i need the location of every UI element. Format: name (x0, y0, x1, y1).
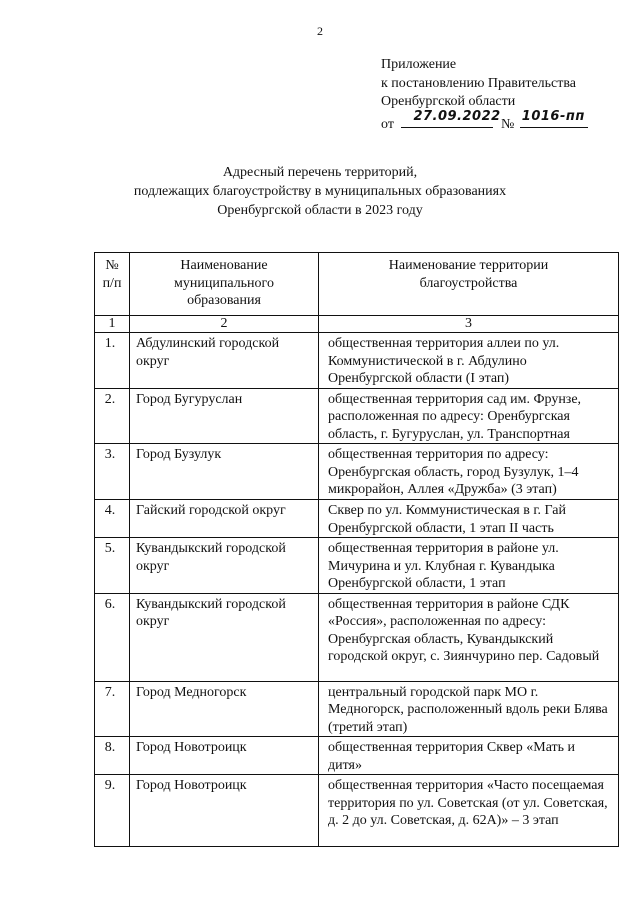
table-row (95, 737, 619, 775)
municipality-cell: Город Бугуруслан (130, 388, 319, 444)
municipality-cell: Город Бузулук (130, 444, 319, 500)
municipality-cell: Абдулинский городской округ (130, 333, 319, 389)
territory-cell: центральный городской парк МО г. Медногорск, расположенный вдоль реки Блява (третий этап) (319, 681, 619, 737)
title-line-3: Оренбургской области в 2023 году (217, 203, 423, 218)
row-number: 3. (95, 444, 130, 500)
territory-cell: общественная территория по адресу: Оренбургская область, город Бузулук, 1–4 микрорайон, Аллея «Дружба» (3 этап) (319, 444, 619, 500)
row-number: 4. (95, 500, 130, 538)
title-line-1: Адресный перечень территорий, (222, 165, 418, 180)
appendix-line-2: к постановлению Правительства (381, 75, 577, 91)
header-municipality: Наименование муниципального образования (130, 253, 319, 316)
municipality-cell: Город Новотроицк (130, 775, 319, 847)
territory-cell: общественная территория «Часто посещаемая территория по ул. Советская (от ул. Советская, д. 2 до ул. Советская, д. 62А)» – 3 этап (319, 775, 619, 847)
appendix-date-row (381, 109, 588, 135)
municipality-cell: Гайский городской округ (130, 500, 319, 538)
territory-table (94, 252, 619, 847)
table-row (95, 388, 619, 444)
municipality-cell: Город Новотроицк (130, 737, 319, 775)
territory-cell: общественная территория в районе СДК «Россия», расположенная по адресу: Оренбургская область, Кувандыкский городской округ, с. Зиянчурино пер. Садовый (319, 593, 619, 681)
page-number: 2 (317, 24, 323, 38)
table-row (95, 500, 619, 538)
territory-cell: общественная территория в районе ул. Мичурина и ул. Клубная г. Кувандыка Оренбургской области, 1 этап (319, 538, 619, 594)
appendix-block (381, 56, 588, 134)
row-number: 2. (95, 388, 130, 444)
header-num: № п/п (95, 253, 130, 316)
row-number: 5. (95, 538, 130, 594)
municipality-cell: Город Медногорск (130, 681, 319, 737)
number-line (520, 109, 588, 128)
territory-cell: общественная территория Сквер «Мать и дитя» (319, 737, 619, 775)
column-number-1: 1 (95, 316, 130, 333)
header-territory: Наименование территории благоустройства (319, 253, 619, 316)
table-row (95, 775, 619, 847)
territory-cell: общественная территория сад им. Фрунзе, расположенная по адресу: Оренбургская область, г. Бугуруслан, ул. Транспортная (319, 388, 619, 444)
appendix-line-1: Приложение (381, 57, 457, 72)
handwritten-date: 27.09.2022 (413, 109, 501, 124)
row-number: 9. (95, 775, 130, 847)
appendix-line-3: Оренбургской области (381, 94, 516, 109)
number-label: № (500, 116, 515, 132)
table-row (95, 538, 619, 594)
territory-cell: Сквер по ул. Коммунистическая в г. Гай Оренбургской области, 1 этап II часть (319, 500, 619, 538)
row-number: 1. (95, 333, 130, 389)
row-number: 6. (95, 593, 130, 681)
document-title (0, 163, 640, 220)
column-number-3: 3 (319, 316, 619, 333)
table-row (95, 333, 619, 389)
table-row (95, 681, 619, 737)
row-number: 7. (95, 681, 130, 737)
table-row (95, 593, 619, 681)
territory-cell: общественная территория аллеи по ул. Коммунистической в г. Абдулино Оренбургской области (I этап) (319, 333, 619, 389)
from-label: от (381, 116, 394, 132)
title-line-2: подлежащих благоустройству в муниципальных образованиях (133, 184, 507, 199)
row-number: 8. (95, 737, 130, 775)
handwritten-number: 1016-пп (521, 109, 585, 124)
municipality-cell: Кувандыкский городской округ (130, 538, 319, 594)
municipality-cell: Кувандыкский городской округ (130, 593, 319, 681)
column-number-2: 2 (130, 316, 319, 333)
table-row (95, 444, 619, 500)
date-line (401, 109, 501, 128)
